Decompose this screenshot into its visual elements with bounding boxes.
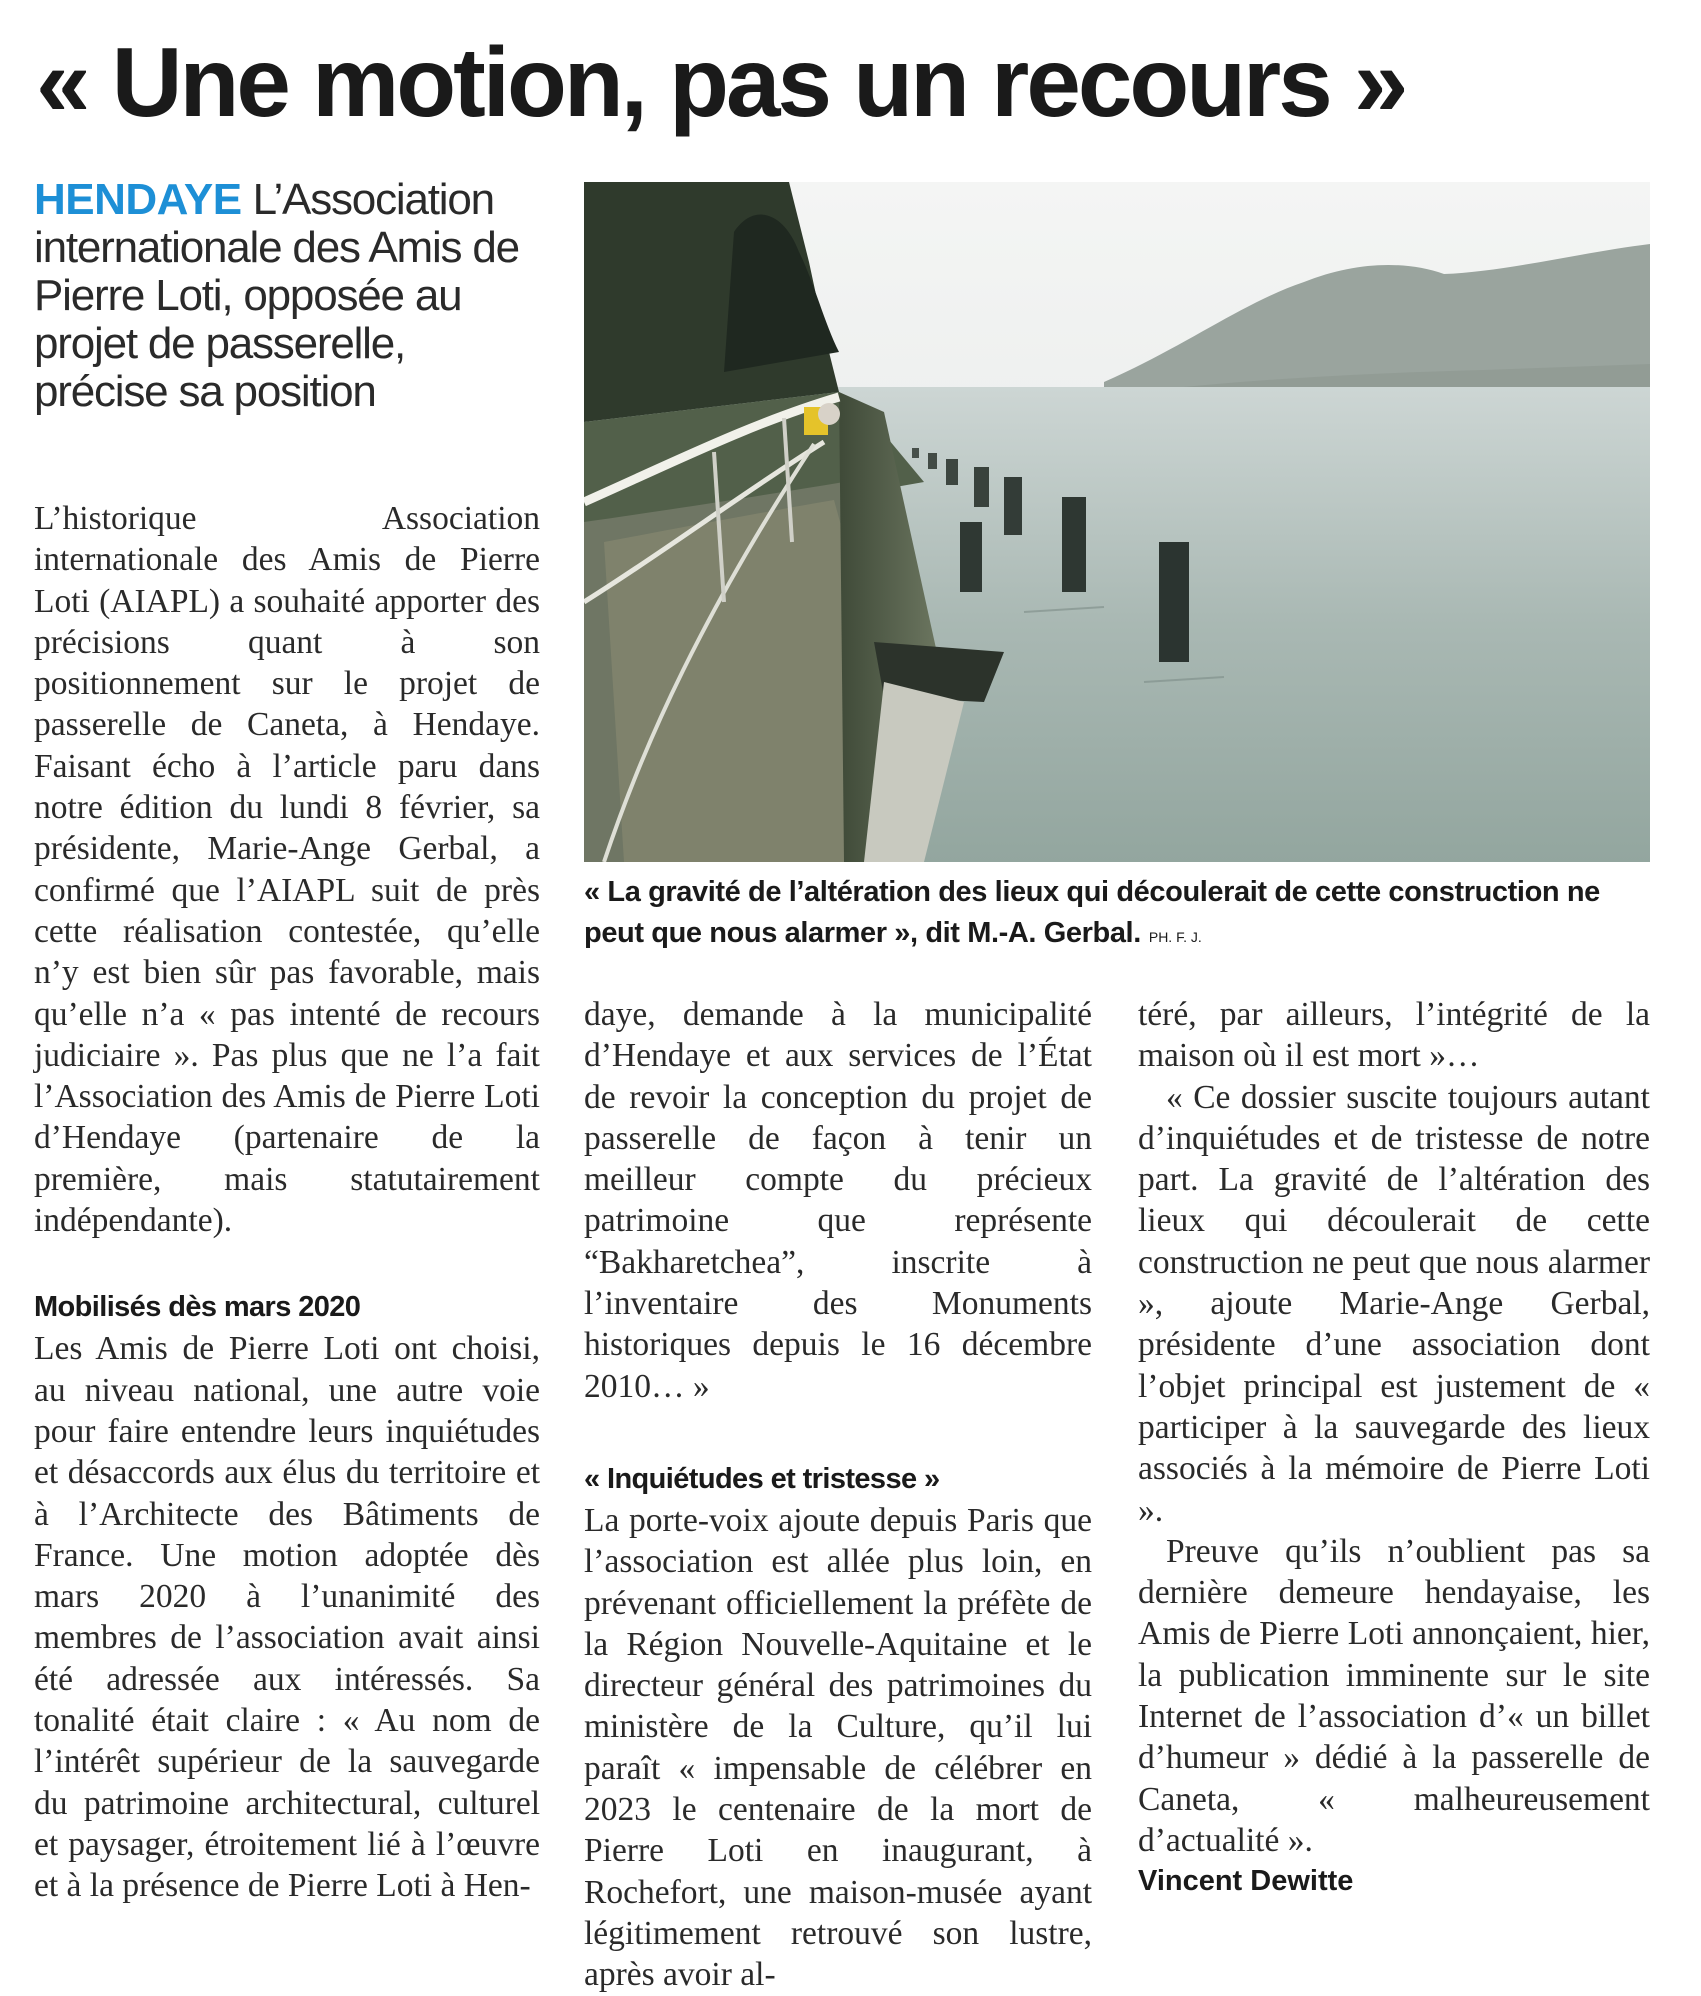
- column-spacer: [34, 1241, 540, 1287]
- photo-credit: PH. F. J.: [1148, 929, 1202, 945]
- author-signature: Vincent Dewitte: [1138, 1865, 1354, 1898]
- paragraph: L’historique Association internationale des Amis de Pierre Loti (AIAPL) a souhaité apporter des précisions quant à son positionnement sur le projet de passerelle de Caneta, à Hendaye. Faisant écho à l’article paru dans notre édition du lundi 8 février, sa présidente, Marie-Ange Gerbal, a confirmé que l’AIAPL suit de près cette réalisation contestée, qu’elle n’y est bien sûr pas favorable, mais qu’elle n’a « pas intenté de recours judiciaire ». Pas plus que ne l’a fait l’Association des Amis de Pierre Loti d’Hendaye (partenaire de la première, mais statutairement indépendante).: [34, 500, 540, 1240]
- paragraph: La porte-voix ajoute depuis Paris que l’association est allée plus loin, en prévenant officiellement la préfète de la Région Nouvelle-Aquitaine et le directeur général des patrimoines du ministère de la Culture, qu’il lui paraît « impensable de célébrer en 2023 le centenaire de la mort de Pierre Loti en inaugurant, à Rochefort, une maison-musée ayant légitimement retrouvé son lustre, après avoir al-: [584, 1501, 1092, 1994]
- article-column-1: [34, 498, 540, 1907]
- location-kicker: HENDAYE: [34, 175, 242, 224]
- article-column-2: [584, 994, 1092, 1996]
- paragraph: Preuve qu’ils n’oublient pas sa dernière demeure hendayaise, les Amis de Pierre Loti annonçaient, hier, la publication imminente sur le site Internet de l’association d’« un billet d’humeur » dédié à la passerelle de Caneta, « malheureusement d’actualité ».: [1138, 1532, 1650, 1859]
- riverside-promenade-photo: [584, 182, 1650, 862]
- paragraph: Les Amis de Pierre Loti ont choisi, au niveau national, une autre voie pour faire entendre leurs inquiétudes et désaccords aux élus du territoire et à l’Architecte des Bâtiments de France. Une motion adoptée dès mars 2020 à l’unanimité des membres de l’association avait ainsi été adressée aux intéressés. Sa tonalité était claire : « Au nom de l’intérêt supérieur de la sauvegarde du patrimoine architectural, culturel et paysager, étroitement lié à l’œuvre et à la présence de Pierre Loti à Hen-: [34, 1330, 540, 1905]
- article-lead: [34, 176, 544, 416]
- lead-text: L’Association internationale des Amis de Pierre Loti, opposée au projet de passerelle, précise sa position: [34, 175, 519, 416]
- caption-text: « La gravité de l’altération des lieux qui découlerait de cette construction ne peut que nous alarmer », dit M.-A. Gerbal.: [584, 876, 1600, 949]
- article-photo: [584, 182, 1650, 862]
- paragraph: téré, par ailleurs, l’intégrité de la maison où il est mort »…: [1138, 996, 1650, 1075]
- paragraph: daye, demande à la municipalité d’Hendaye et aux services de l’État de revoir la conception du projet de passerelle de façon à tenir un meilleur compte du précieux patrimoine que représente “Bakharetchea”, inscrite à l’inventaire des Monuments historiques depuis le 16 décembre 2010… »: [584, 996, 1092, 1405]
- article-headline: « Une motion, pas un recours »: [36, 27, 1406, 137]
- column-spacer: [584, 1407, 1092, 1459]
- article-column-3: [1138, 994, 1650, 1901]
- paragraph: « Ce dossier suscite toujours autant d’inquiétudes et de tristesse de notre part. La gravité de l’altération des lieux qui découlerait de cette construction ne peut que nous alarmer », ajoute Marie-Ange Gerbal, présidente d’une association dont l’objet principal est justement de « participer à la sauvegarde des lieux associés à la mémoire de Pierre Loti ».: [1138, 1078, 1650, 1529]
- subheading: Mobilisés dès mars 2020: [34, 1291, 361, 1324]
- subheading: « Inquiétudes et tristesse »: [584, 1462, 940, 1495]
- photo-caption: [584, 872, 1654, 958]
